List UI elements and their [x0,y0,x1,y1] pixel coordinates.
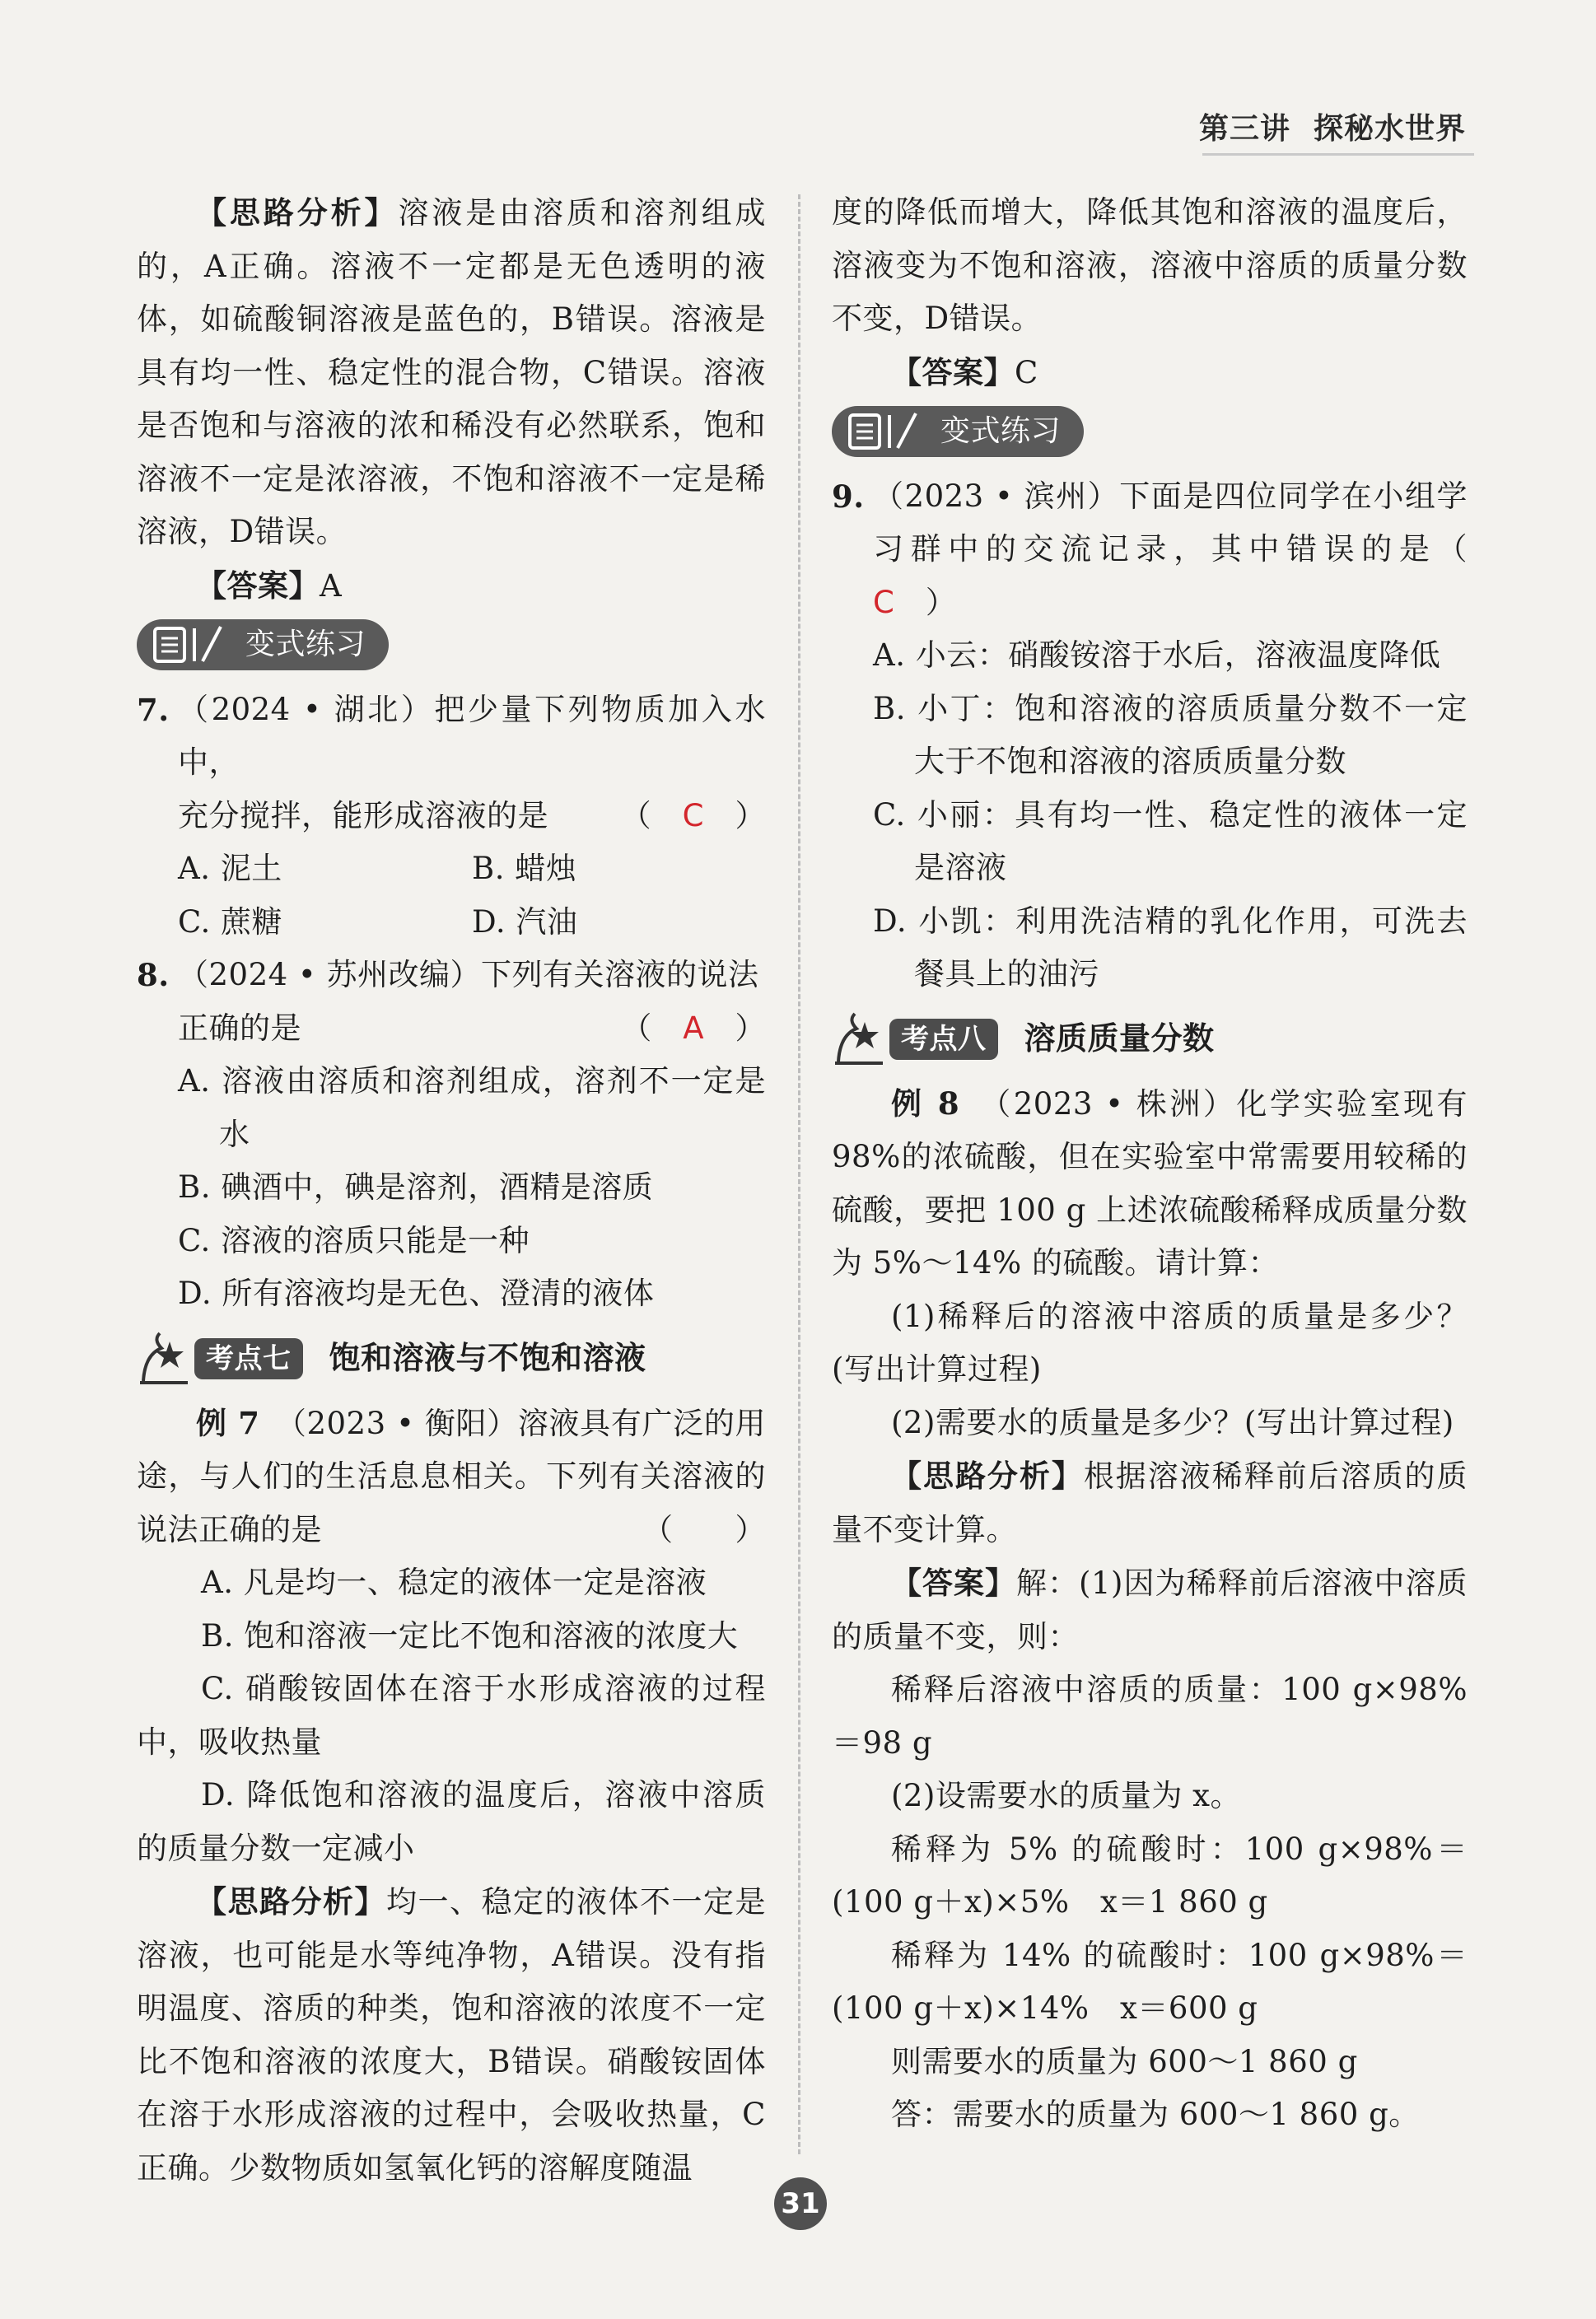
answer-label: 【答案】 [891,1565,1017,1601]
example-8-stem [832,1077,1468,1290]
header-rule [1202,153,1474,156]
option: D. 所有溶液均是无色、澄清的液体 [178,1276,655,1311]
solution-line: 稀释为 5% 的硫酸时：100 g×98%＝(100 g＋x)×5% x＝1 860 g [832,1831,1468,1920]
option: B. 碘酒中，碘是溶剂，酒精是溶质 [178,1169,654,1205]
practice-banner [137,619,389,670]
analysis-text-continued: 度的降低而增大，降低其饱和溶液的温度后，溶液变为不饱和溶液，溶液中溶质的质量分数不变，D错误。 [832,194,1468,336]
option-row [137,842,766,896]
analysis-label: 【思路分析】 [196,194,399,231]
column-divider [798,194,800,2154]
answer-label: 【答案】 [196,567,320,604]
answer-label: 【答案】 [891,353,1015,390]
topic-tag: 考点八 [889,1019,998,1060]
page-number: 31 [774,2177,827,2230]
question-stem: （2023 • 滨州）下面是四位同学在小组学习群中的交流记录，其中错误的是（ C ） [873,470,1468,630]
star-person-icon [832,1010,886,1068]
option: D. 小凯：利用洗洁精的乳化作用，可洗去餐具上的油污 [873,903,1468,992]
analysis-text: 根据溶液稀释前后溶质的质量不变计算。 [832,1458,1468,1547]
answer-value: C [1015,354,1038,390]
example-text: （2023 • 株洲）化学实验室现有98%的浓硫酸，但在实验室中常需要用较稀的硫酸，要把 100 g 上述浓硫酸稀释成质量分数为 5%～14% 的硫酸。请计算： [832,1085,1468,1281]
topic-title: 饱和溶液与不饱和溶液 [329,1340,646,1377]
solution-line: 稀释为 14% 的硫酸时：100 g×98%＝(100 g＋x)×14% x＝600 g [832,1937,1468,2026]
question-stem-cont: 充分搅拌，能形成溶液的是 （ C ） [178,790,766,843]
topic-heading-7 [137,1329,766,1388]
answer-text: 解：(1)因为稀释前后溶液中溶质的质量不变，则： [832,1565,1468,1654]
topic-title: 溶质质量分数 [1024,1020,1215,1057]
answer-paragraph [832,1556,1468,1663]
sub-question: (2)需要水的质量是多少？(写出计算过程) [891,1404,1454,1440]
question-8 [137,949,766,1055]
option: C. 溶液的溶质只能是一种 [178,1222,530,1258]
answer-line [137,559,766,614]
filled-answer: C [873,584,895,620]
solution-line: (2)设需要水的质量为 x。 [891,1778,1242,1813]
solution-line: 稀释后溶液中溶质的质量：100 g×98%＝98 g [832,1672,1468,1761]
option: A. 泥土 [178,851,282,886]
question-number: 9. [832,478,865,515]
answer-bracket: （ ） [642,1511,766,1547]
question-stem: （2024 • 湖北）把少量下列物质加入水中， [178,691,766,780]
answer-bracket: （ C ） [620,797,766,833]
analysis-label: 【思路分析】 [196,1883,386,1920]
example-label: 例 8 [891,1085,960,1122]
practice-banner [832,406,1084,457]
answer-line [832,346,1468,400]
analysis-paragraph [137,186,766,559]
topic-heading-8 [832,1010,1468,1069]
analysis-text: 溶液是由溶质和溶剂组成的，A正确。溶液不一定都是无色透明的液体，如硫酸铜溶液是蓝色的，B错误。溶液是具有均一性、稳定性的混合物，C错误。溶液是否饱和与溶液的浓和稀没有必然联系，饱和溶液不一定是浓溶液，不饱和溶液不一定是稀溶液，D错误。 [137,195,766,549]
question-stem: （2024 • 苏州改编）下列有关溶液的说法 [178,957,759,992]
sub-question: (1)稀释后的溶液中溶质的质量是多少？(写出计算过程) [832,1298,1468,1387]
right-column [832,186,1468,2142]
option: D. 降低饱和溶液的温度后，溶液中溶质的质量分数一定减小 [137,1777,766,1866]
filled-answer: A [683,1010,704,1046]
option: B. 蜡烛 [472,851,577,886]
filled-answer: C [682,797,704,833]
answer-bracket: （ A ） [621,1010,766,1046]
book-icon [152,623,231,666]
option: C. 硝酸铵固体在溶于水形成溶液的过程中，吸收热量 [137,1671,766,1760]
example-text: （2023 • 衡阳）溶液具有广泛的用途，与人们的生活息息相关。下列有关溶液的说法正确的是 [137,1405,766,1547]
question-9 [832,470,1468,630]
question-number: 8. [137,957,170,993]
question-number: 7. [137,691,170,728]
topic-tag: 考点七 [194,1338,303,1379]
option-row [137,896,766,950]
chapter-label: 第三讲 [1198,112,1290,146]
analysis-label: 【思路分析】 [891,1458,1084,1494]
left-column [137,186,766,2195]
option: C. 小丽：具有均一性、稳定性的液体一定是溶液 [873,796,1468,885]
practice-label: 变式练习 [940,413,1062,448]
option: C. 蔗糖 [178,903,283,940]
solution-line: 则需要水的质量为 600～1 860 g [891,2043,1358,2079]
answer-bracket: （ C ） [873,531,1468,620]
analysis-text: 均一、稳定的液体不一定是溶液，也可能是水等纯净物，A错误。没有指明温度、溶质的种类，饱和溶液的浓度不一定比不饱和溶液的浓度大，B错误。硝酸铵固体在溶于水形成溶液的过程中，会吸收热量，C正确。少数物质如氢氧化钙的溶解度随温 [137,1884,766,2186]
option: A. 溶液由溶质和溶剂组成，溶剂不一定是水 [178,1063,766,1152]
example-7-stem [137,1397,766,1557]
option: B. 小丁：饱和溶液的溶质质量分数不一定大于不饱和溶液的溶质质量分数 [873,690,1468,779]
option: A. 凡是均一、稳定的液体一定是溶液 [201,1565,707,1600]
question-7 [137,684,766,843]
option: B. 饱和溶液一定比不饱和溶液的浓度大 [201,1617,739,1654]
solution-line: 答：需要水的质量为 600～1 860 g。 [891,2097,1420,2132]
option: D. 汽油 [472,903,578,940]
chapter-title: 探秘水世界 [1313,112,1466,146]
option: A. 小云：硝酸铵溶于水后，溶液温度降低 [873,637,1441,673]
example-label: 例 7 [196,1404,260,1441]
star-person-icon [137,1330,191,1388]
answer-value: A [320,567,343,604]
practice-label: 变式练习 [245,627,366,661]
running-header [1176,105,1466,147]
book-icon [847,410,926,453]
question-stem-cont: 正确的是 （ A ） [178,1002,766,1056]
analysis-paragraph [137,1875,766,2195]
analysis-paragraph [832,1449,1468,1556]
